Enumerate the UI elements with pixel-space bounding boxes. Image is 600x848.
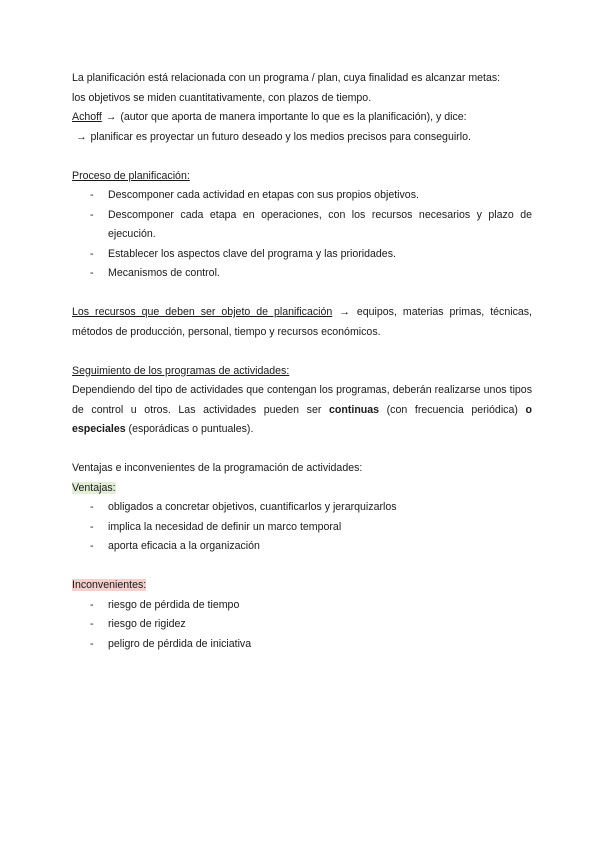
seguimiento-heading: Seguimiento de los programas de actividades: bbox=[72, 364, 290, 377]
list-item-text: Descomponer cada actividad en etapas con sus propios objetivos. bbox=[108, 189, 419, 201]
list-item-text: riesgo de rigidez bbox=[108, 618, 186, 630]
list-item bbox=[72, 518, 532, 538]
continuas-term: continuas bbox=[329, 403, 380, 416]
dash-marker: - bbox=[90, 267, 94, 279]
spacer bbox=[72, 440, 532, 460]
ventajas-label-line bbox=[72, 479, 532, 499]
document-page bbox=[72, 69, 532, 654]
proceso-heading: Proceso de planificación: bbox=[72, 169, 190, 182]
inconvenientes-label-line bbox=[72, 576, 532, 596]
list-item bbox=[72, 615, 532, 635]
intro-line-1: La planificación está relacionada con un programa / plan, cuya finalidad es alcanzar metas: bbox=[72, 72, 501, 84]
arrow-icon: → bbox=[105, 111, 117, 123]
ventajas-label: Ventajas: bbox=[72, 481, 116, 494]
recursos-text: equipos, materias primas, técnicas, métodos de producción, personal, tiempo y recursos económicos. bbox=[72, 306, 533, 338]
dash-marker: - bbox=[90, 598, 94, 611]
list-item bbox=[72, 245, 532, 265]
arrow-icon: → bbox=[75, 130, 87, 143]
list-item-text: Mecanismos de control. bbox=[108, 267, 220, 279]
list-item bbox=[72, 596, 532, 616]
spacer bbox=[72, 557, 532, 577]
list-item bbox=[72, 498, 532, 518]
intro-line-2: los objetivos se miden cuantitativamente, con plazos de tiempo. bbox=[72, 91, 372, 104]
arrow-icon: → bbox=[339, 306, 350, 318]
dash-marker: - bbox=[90, 189, 94, 201]
spacer bbox=[72, 342, 532, 362]
list-item-text: Descomponer cada etapa en operaciones, con los recursos necesarios y plazo de ejecución. bbox=[108, 208, 532, 240]
seguimiento-text-a: Dependiendo del tipo de actividades que contengan los programas, deberán realizarse unos tipos de control u otros. Las actividades pueden ser bbox=[72, 384, 532, 416]
list-item-text: obligados a concretar objetivos, cuantificarlos y jerarquizarlos bbox=[108, 501, 397, 513]
achoff-quote-line bbox=[72, 128, 532, 148]
achoff-quote: planificar es proyectar un futuro deseado y los medios precisos para conseguirlo. bbox=[90, 130, 471, 143]
list-item-text: peligro de pérdida de iniciativa bbox=[108, 637, 252, 650]
dash-marker: - bbox=[90, 618, 94, 630]
dash-marker: - bbox=[90, 520, 94, 533]
list-item-text: riesgo de pérdida de tiempo bbox=[108, 598, 240, 611]
proceso-list bbox=[72, 186, 532, 284]
list-item bbox=[72, 264, 532, 284]
dash-marker: - bbox=[90, 247, 94, 260]
spacer bbox=[72, 147, 532, 167]
o-term: o bbox=[525, 403, 532, 416]
especiales-term: especiales bbox=[72, 423, 126, 435]
list-item bbox=[72, 537, 532, 557]
seguimiento-text-b: (con frecuencia periódica) bbox=[379, 403, 526, 416]
dash-marker: - bbox=[90, 501, 94, 513]
dash-marker: - bbox=[90, 637, 94, 650]
list-item bbox=[72, 186, 532, 206]
seguimiento-paragraph bbox=[72, 381, 532, 440]
recursos-heading: Los recursos que deben ser objeto de planificación bbox=[72, 306, 333, 318]
recursos-paragraph bbox=[72, 303, 532, 342]
spacer bbox=[72, 284, 532, 304]
achoff-line bbox=[72, 108, 532, 128]
dash-marker: - bbox=[90, 540, 94, 552]
list-item bbox=[72, 206, 532, 245]
list-item-text: aporta eficacia a la organización bbox=[108, 540, 260, 552]
ventajas-inconvenientes-heading: Ventajas e inconvenientes de la programación de actividades: bbox=[72, 462, 363, 474]
dash-marker: - bbox=[90, 208, 94, 221]
achoff-name: Achoff bbox=[72, 111, 102, 123]
list-item bbox=[72, 635, 532, 655]
inconvenientes-list bbox=[72, 596, 532, 655]
seguimiento-text-c: (esporádicas o puntuales). bbox=[125, 423, 254, 435]
inconvenientes-label: Inconvenientes: bbox=[72, 579, 147, 591]
achoff-description: (autor que aporta de manera importante lo que es la planificación), y dice: bbox=[120, 111, 467, 123]
list-item-text: Establecer los aspectos clave del programa y las prioridades. bbox=[108, 247, 396, 260]
list-item-text: implica la necesidad de definir un marco temporal bbox=[108, 520, 342, 533]
ventajas-list bbox=[72, 498, 532, 557]
